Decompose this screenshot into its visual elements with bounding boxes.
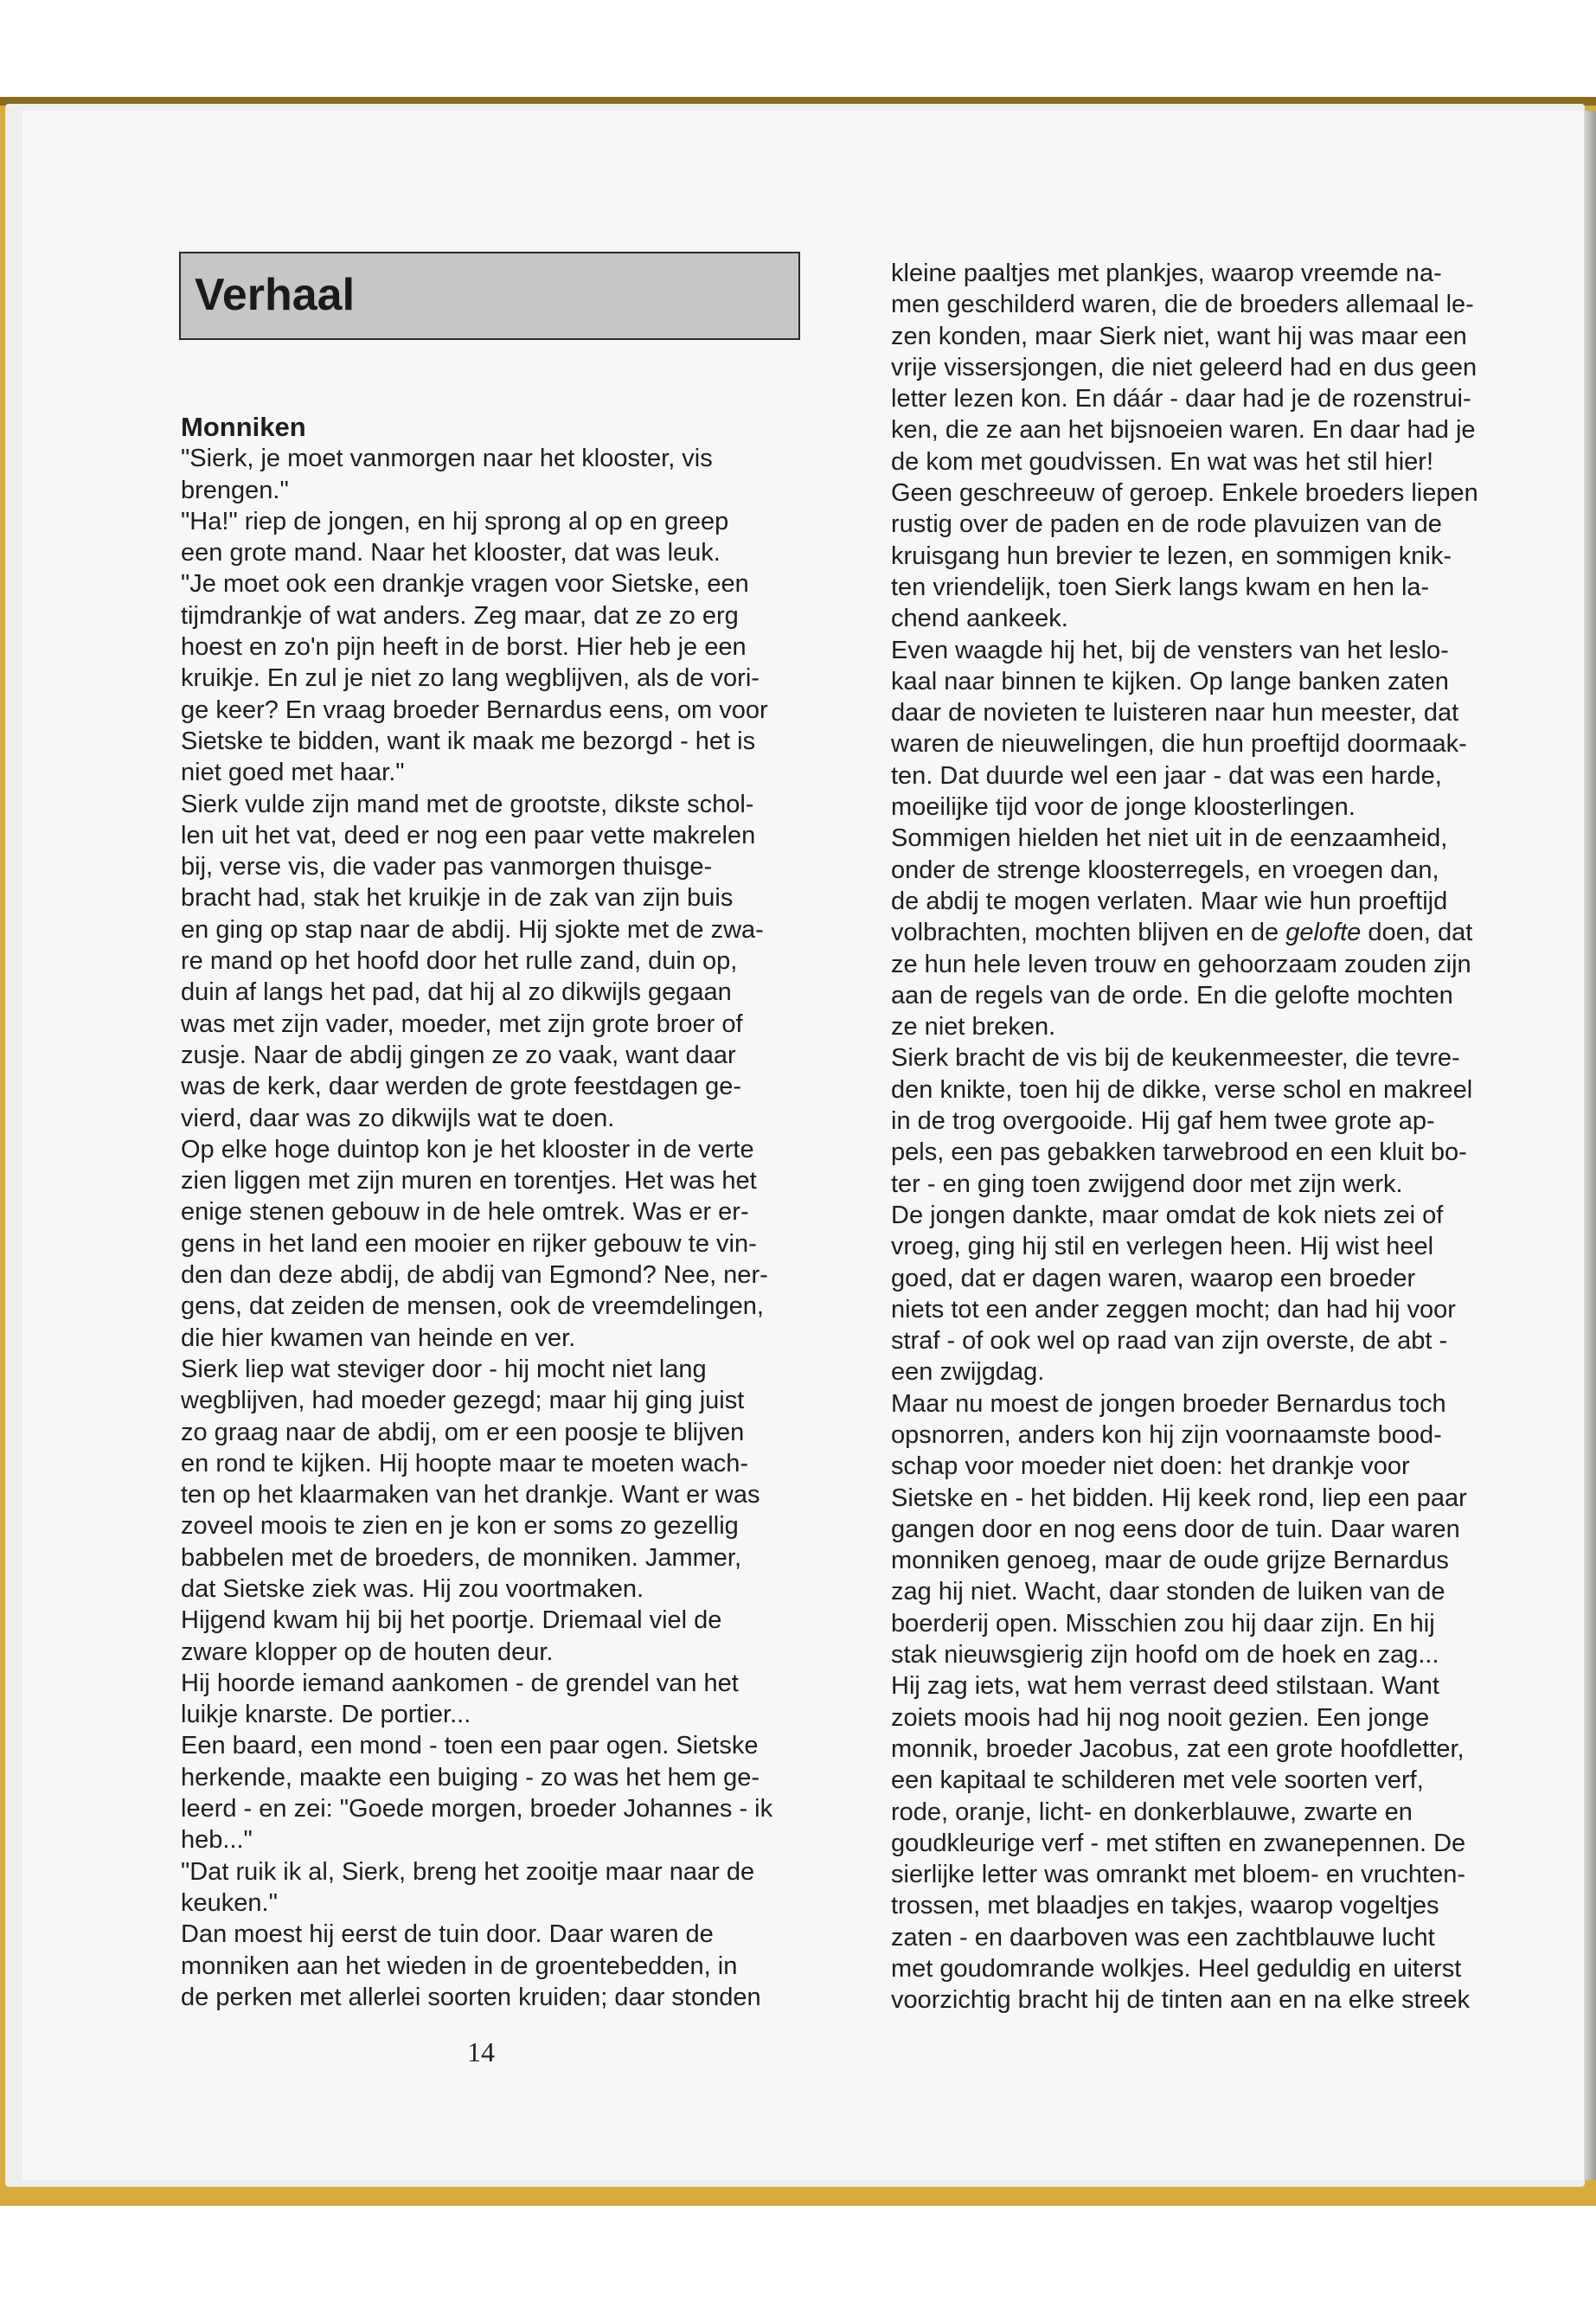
text-line: goed, dat er dagen waren, waarop een broeder [891, 1264, 1416, 1292]
text-line: rode, oranje, licht- en donkerblauwe, zwarte en [891, 1798, 1413, 1826]
text-line: "Ha!" riep de jongen, en hij sprong al op en greep [181, 507, 729, 535]
text-line: niet goed met haar." [181, 759, 405, 787]
text-line: daar de novieten te luisteren naar hun meester, dat [891, 699, 1459, 727]
text-line: Op elke hoge duintop kon je het klooster in de verte [181, 1135, 754, 1163]
text-line: Een baard, een mond - toen een paar ogen. Sietske [181, 1732, 759, 1760]
right-text-column [891, 258, 1540, 2016]
text-line: zusje. Naar de abdij gingen ze zo vaak, want daar [181, 1041, 736, 1069]
text-line: vrije vissersjongen, die niet geleerd had en dus geen [891, 353, 1477, 381]
text-line: zag hij niet. Wacht, daar stonden de luiken van de [891, 1578, 1445, 1606]
text-line: zo graag naar de abdij, om er een poosje te blijven [181, 1418, 745, 1446]
text-line: vierd, daar was zo dikwijls wat te doen. [181, 1104, 615, 1132]
text-line: wegblijven, had moeder gezegd; maar hij ging juist [181, 1387, 745, 1415]
left-text-column [181, 412, 812, 2013]
text-line: kaal naar binnen te kijken. Op lange banken zaten [891, 667, 1449, 695]
text-line: sierlijke letter was omrankt met bloem- en vruchten- [891, 1861, 1466, 1889]
text-line: schap voor moeder niet doen: het drankje voor [891, 1452, 1410, 1481]
text-line: voorzichtig bracht hij de tinten aan en na elke streek [891, 1986, 1471, 2015]
text-line: leerd - en zei: "Goede morgen, broeder Johannes - ik [181, 1795, 773, 1823]
text-line: heb..." [181, 1826, 253, 1855]
text-line: ten op het klaarmaken van het drankje. Want er was [181, 1481, 760, 1509]
text-line: Even waagde hij het, bij de vensters van het leslo- [891, 636, 1449, 664]
text-line: ten. Dat duurde wel een jaar - dat was een harde, [891, 761, 1442, 790]
text-line: was de kerk, daar werden de grote feestdagen ge- [181, 1073, 742, 1101]
text-line: re mand op het hoofd door het rulle zand, duin op, [181, 947, 738, 976]
text-line: straf - of ook wel op raad van zijn overste, de abt - [891, 1327, 1448, 1356]
text-line: zaten - en daarboven was een zachtblauwe lucht [891, 1923, 1435, 1952]
text-line: zoveel moois te zien en je kon er soms zo gezellig [181, 1512, 739, 1541]
text-line: monniken genoeg, maar de oude grijze Bernardus [891, 1547, 1449, 1575]
text-line: Sierk bracht de vis bij de keukenmeester, die tevre- [891, 1044, 1460, 1073]
text-line: letter lezen kon. En dáár - daar had je de rozenstrui- [891, 385, 1471, 413]
story-heading: Monniken [181, 412, 306, 442]
text-line: luikje knarste. De portier... [181, 1701, 471, 1729]
text-line: stak nieuwsgierig zijn hoofd om de hoek en zag... [891, 1641, 1439, 1670]
text-line: "Sierk, je moet vanmorgen naar het klooster, vis [181, 445, 713, 473]
text-line: bracht had, stak het kruikje in de zak van zijn buis [181, 884, 734, 913]
text-line: Geen geschreeuw of geroep. Enkele broeders liepen [891, 479, 1478, 508]
text-line: tijmdrankje of wat anders. Zeg maar, dat ze zo erg [181, 601, 739, 630]
text-line: onder de strenge kloosterregels, en vroegen dan, [891, 856, 1439, 884]
text-line: men geschilderd waren, die de broeders allemaal le- [891, 291, 1474, 319]
book-page [22, 111, 1585, 2180]
text-line: goudkleurige verf - met stiften en zwanepennen. De [891, 1829, 1466, 1857]
text-line: vroeg, ging hij stil en verlegen heen. Hij wist heel [891, 1233, 1434, 1261]
text-line: boerderij open. Misschien zou hij daar zijn. En hij [891, 1609, 1435, 1638]
text-line: ten vriendelijk, toen Sierk langs kwam en hen la- [891, 573, 1430, 601]
text-line: De jongen dankte, maar omdat de kok niets zei of [891, 1201, 1444, 1229]
text-line: zien liggen met zijn muren en torentjes. Het was het [181, 1167, 757, 1195]
text-line: een grote mand. Naar het klooster, dat was leuk. [181, 539, 721, 567]
text-line: en rond te kijken. Hij hoopte maar te moeten wach- [181, 1449, 749, 1477]
text-line: Hij hoorde iemand aankomen - de grendel van het [181, 1669, 739, 1697]
text-line: len uit het vat, deed er nog een paar vette makrelen [181, 821, 756, 849]
text-line: niets tot een ander zeggen mocht; dan had hij voor [891, 1295, 1456, 1324]
text-line: de kom met goudvissen. En wat was het stil hier! [891, 447, 1434, 476]
text-line: ge keer? En vraag broeder Bernardus eens, om voor [181, 695, 768, 724]
text-line: de abdij te mogen verlaten. Maar wie hun proeftijd [891, 887, 1448, 915]
text-line: duin af langs het pad, dat hij al zo dikwijls gegaan [181, 978, 732, 1007]
text-line: Sommigen hielden het niet uit in de eenzaamheid, [891, 824, 1448, 853]
text-line: kruikje. En zul je niet zo lang wegblijven, als de vori- [181, 664, 760, 693]
page-shadow-edge [1584, 111, 1596, 2180]
text-line: kruisgang hun brevier te lezen, en sommigen knik- [891, 542, 1452, 570]
text-line: de perken met allerlei soorten kruiden; daar stonden [181, 1983, 761, 2011]
text-line: een kapitaal te schilderen met vele soorten verf, [891, 1766, 1424, 1795]
text-line: zoiets moois had hij nog nooit gezien. Een jonge [891, 1703, 1430, 1732]
text-line: rustig over de paden en de rode plavuizen van de [891, 510, 1442, 539]
text-line: "Je moet ook een drankje vragen voor Sietske, een [181, 570, 749, 599]
text-line: monnik, broeder Jacobus, zat een grote hoofdletter, [891, 1734, 1465, 1763]
text-line: pels, een pas gebakken tarwebrood en een kluit bo- [891, 1138, 1467, 1167]
text-line: waren de nieuwelingen, die hun proeftijd doormaak- [891, 730, 1467, 759]
text-line: Hijgend kwam hij bij het poortje. Driemaal viel de [181, 1606, 722, 1635]
text-line: een zwijgdag. [891, 1358, 1045, 1387]
text-line: enige stenen gebouw in de hele omtrek. Was er er- [181, 1198, 749, 1227]
text-line: gangen door en nog eens door de tuin. Daar waren [891, 1515, 1460, 1543]
text-line: dat Sietske ziek was. Hij zou voortmaken. [181, 1574, 644, 1603]
text-line: den dan deze abdij, de abdij van Egmond? Nee, ner- [181, 1261, 768, 1290]
text-line: zen konden, maar Sierk niet, want hij was maar een [891, 322, 1467, 350]
text-line: herkende, maakte een buiging - zo was het hem ge- [181, 1763, 760, 1791]
text-line: bij, verse vis, die vader pas vanmorgen thuisge- [181, 853, 713, 881]
text-line: volbrachten, mochten blijven en de gelofte doen, dat [891, 919, 1473, 947]
text-line: "Dat ruik ik al, Sierk, breng het zooitje maar naar de [181, 1857, 755, 1886]
text-line: chend aankeek. [891, 605, 1068, 633]
text-line: moeilijke tijd voor de jonge kloosterlingen. [891, 793, 1356, 822]
text-line: trossen, met blaadjes en takjes, waarop vogeltjes [891, 1892, 1439, 1920]
section-header-box [179, 252, 800, 340]
text-line: Maar nu moest de jongen broeder Bernardus toch [891, 1389, 1446, 1418]
text-line: hoest en zo'n pijn heeft in de borst. Hier heb je een [181, 633, 747, 662]
text-line: babbelen met de broeders, de monniken. Jammer, [181, 1543, 742, 1572]
text-line: ken, die ze aan het bijsnoeien waren. En daar had je [891, 416, 1476, 445]
text-line: gens in het land een mooier en rijker gebouw te vin- [181, 1229, 757, 1258]
text-line: ze hun hele leven trouw en gehoorzaam zouden zijn [891, 950, 1471, 978]
text-line: die hier kwamen van heinde en ver. [181, 1324, 576, 1352]
text-line: kleine paaltjes met plankjes, waarop vreemde na- [891, 260, 1442, 287]
text-line: keuken." [181, 1888, 278, 1917]
text-line: was met zijn vader, moeder, met zijn grote broer of [181, 1009, 743, 1038]
text-line: Hij zag iets, wat hem verrast deed stilstaan. Want [891, 1672, 1439, 1701]
text-line: monniken aan het wieden in de groentebedden, in [181, 1952, 738, 1980]
text-line: gens, dat zeiden de mensen, ook de vreemdelingen, [181, 1292, 764, 1321]
section-title: Verhaal [195, 270, 356, 320]
text-line: Dan moest hij eerst de tuin door. Daar waren de [181, 1920, 714, 1949]
text-line: brengen." [181, 476, 289, 504]
text-line: Sierk liep wat steviger door - hij mocht niet lang [181, 1355, 707, 1383]
text-line: aan de regels van de orde. En die gelofte mochten [891, 981, 1453, 1009]
text-line: in de trog overgooide. Hij gaf hem twee grote ap- [891, 1107, 1435, 1136]
text-line: zware klopper op de houten deur. [181, 1638, 554, 1666]
text-line: met goudomrande wolkjes. Heel geduldig en uiterst [891, 1955, 1462, 1984]
text-line: Sierk vulde zijn mand met de grootste, dikste schol- [181, 790, 754, 818]
page-number: 14 [467, 2036, 495, 2067]
text-line: opsnorren, anders kon hij zijn voornaamste bood- [891, 1420, 1442, 1449]
text-line: den knikte, toen hij de dikke, verse schol en makreel [891, 1075, 1473, 1104]
text-line: Sietske en - het bidden. Hij keek rond, liep een paar [891, 1484, 1467, 1512]
text-line: Sietske te bidden, want ik maak me bezorgd - het is [181, 727, 756, 755]
text-line: ter - en ging toen zwijgend door met zijn werk. [891, 1170, 1403, 1198]
text-line: ze niet breken. [891, 1013, 1056, 1042]
text-line: en ging op stap naar de abdij. Hij sjokte met de zwa- [181, 915, 764, 944]
